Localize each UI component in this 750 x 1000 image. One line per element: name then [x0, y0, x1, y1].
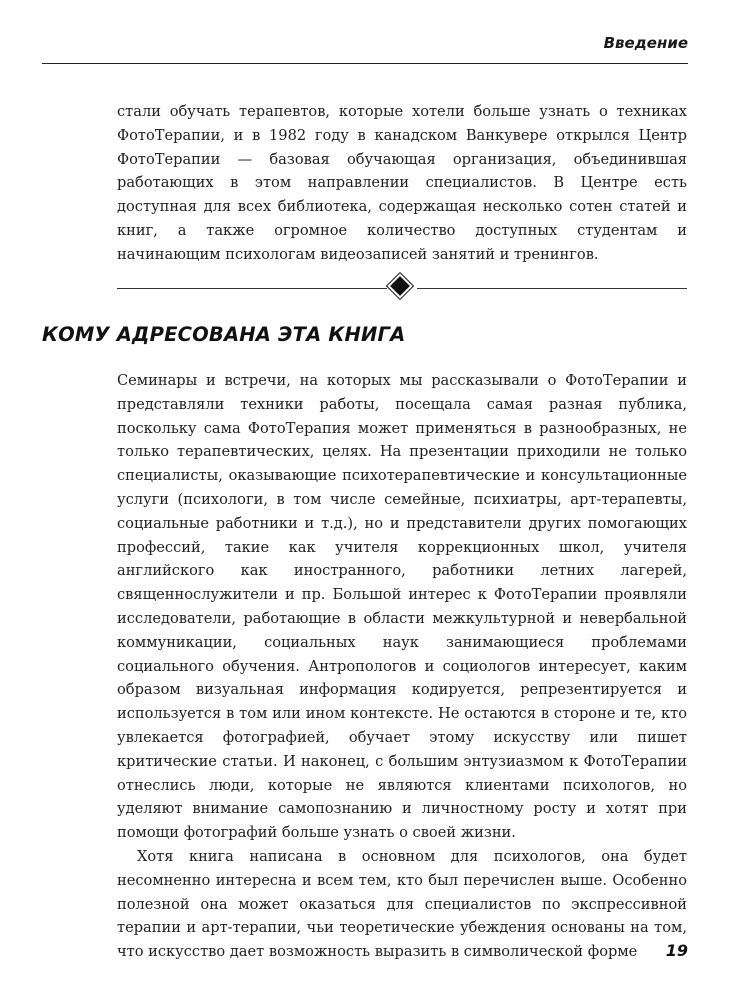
- diamond-ornament-icon: [390, 276, 410, 296]
- running-head: Введение: [603, 34, 688, 52]
- intro-text-block: [117, 100, 687, 267]
- body-paragraph: Хотя книга написана в основном для психологов, она будет несомненно интересна и всем тем, кто был перечислен выше. Особенно полезной она может оказаться для специалистов по экспрессивной терапии и арт-терапии, чьи теоретические убеждения основаны на том, что искусство дает возможность выразить в символической форме: [117, 847, 687, 961]
- divider-line-left: [117, 288, 387, 289]
- section-title: КОМУ АДРЕСОВАНА ЭТА КНИГА: [42, 323, 406, 346]
- intro-paragraph: стали обучать терапевтов, которые хотели больше узнать о техниках ФотоТерапии, и в 1982 году в канадском Ванкувере открылся Центр ФотоТерапии — базовая обучающая организация, объединившая работающих в этом направлении специалистов. В Центре есть доступная для всех библиотека, содержащая несколько сотен статей и книг, а также огромное количество доступных студентам и начинающим психологам видеозаписей занятий и тренингов.: [117, 103, 687, 263]
- divider-line-right: [417, 288, 687, 289]
- section-text-block: [117, 369, 687, 964]
- page-number: 19: [665, 941, 688, 960]
- body-paragraph: Семинары и встречи, на которых мы рассказывали о ФотоТерапии и представляли техники работы, посещала самая разная публика, поскольку сама ФотоТерапия может применяться в разнообразных, не только терапевтических, целях. На презентации приходили не только специалисты, оказывающие психотерапевтические и консультационные услуги (психологи, в том числе семейные, психиатры, арт-терапевты, социальные работники и т.д.), но и представители других помогающих профессий, такие как учителя коррекционных школ, учителя английского как иностранного, работники летних лагерей, священнослужители и пр. Большой интерес к ФотоТерапии проявляли исследователи, работающие в области межкультурной и невербальной коммуникации, социальных наук занимающиеся проблемами социального обучения. Антропологов и социологов интересует, каким образом визуальная информация кодируется, репрезентируется и используется в том или ином контексте. Не остаются в стороне и те, кто увлекается фотографией, обучает этому искусству или пишет критические статьи. И наконец, с большим энтузиазмом к ФотоТерапии отнеслись люди, которые не являются клиентами психологов, но уделяют внимание самопознанию и личностному росту и хотят при помощи фотографий больше узнать о своей жизни.: [117, 372, 687, 842]
- section-divider: [117, 276, 687, 300]
- header-rule: [42, 63, 688, 64]
